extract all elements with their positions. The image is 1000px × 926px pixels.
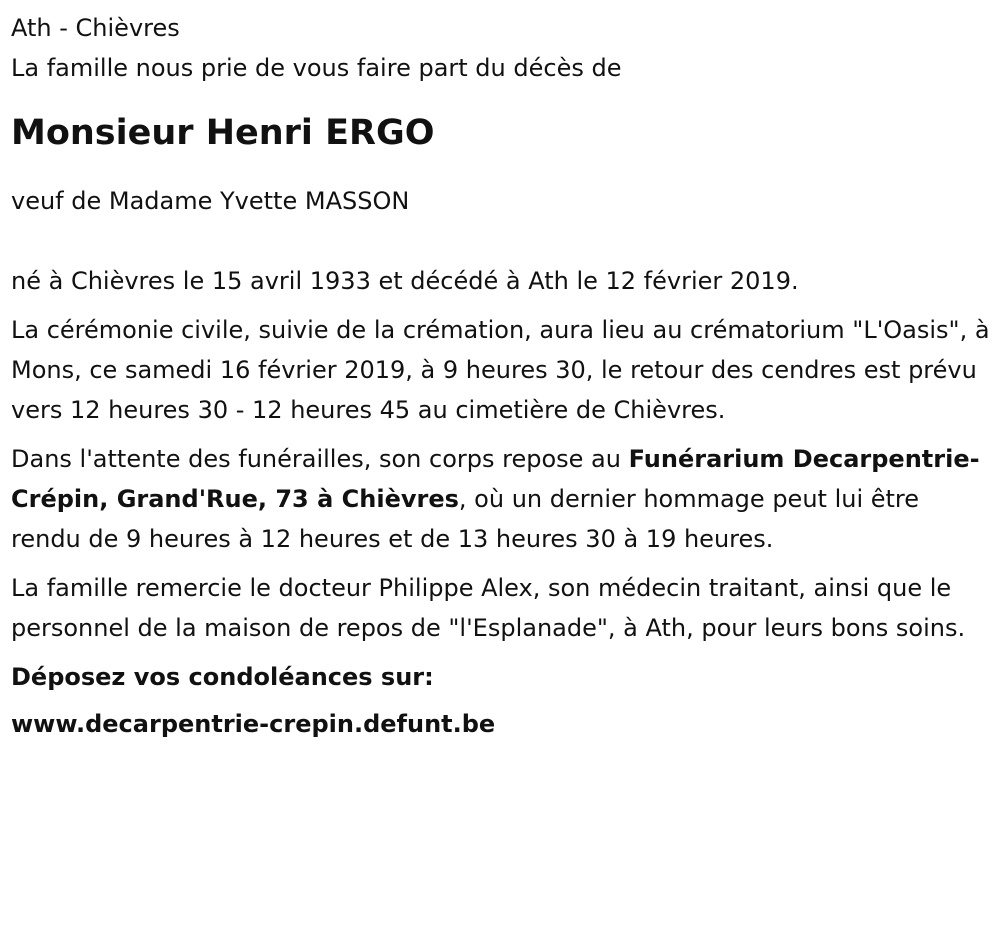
rest-paragraph <box>11 439 990 559</box>
rest-text-before: Dans l'attente des funérailles, son corps repose au <box>11 445 629 473</box>
deceased-name: Monsieur Henri ERGO <box>11 113 435 153</box>
widow-line: veuf de Madame Yvette MASSON <box>11 187 410 215</box>
condolences-label: Déposez vos condoléances sur: <box>11 663 434 691</box>
funerarium-address: Funérarium Decarpentrie-Crépin, Grand'Rue, 73 à Chièvres <box>11 445 980 513</box>
rest-text-after: , où un dernier hommage peut lui être rendu de 9 heures à 12 heures et de 13 heures 30 à 19 heures. <box>11 485 920 553</box>
intro-line: La famille nous prie de vous faire part du décès de <box>11 54 622 82</box>
birth-death-line: né à Chièvres le 15 avril 1933 et décédé à Ath le 12 février 2019. <box>11 267 799 295</box>
location-line: Ath - Chièvres <box>11 14 180 42</box>
condolences-link[interactable]: www.decarpentrie-crepin.defunt.be <box>11 710 496 738</box>
thanks-paragraph: La famille remercie le docteur Philippe Alex, son médecin traitant, ainsi que le personnel de la maison de repos de "l'Esplanade", à Ath, pour leurs bons soins. <box>11 574 966 642</box>
ceremony-paragraph: La cérémonie civile, suivie de la crémation, aura lieu au crématorium "L'Oasis", à Mons, ce samedi 16 février 2019, à 9 heures 30, le retour des cendres est prévu vers 12 heures 30 - 12 heures 45 au cimetière de Chièvres. <box>11 316 990 424</box>
